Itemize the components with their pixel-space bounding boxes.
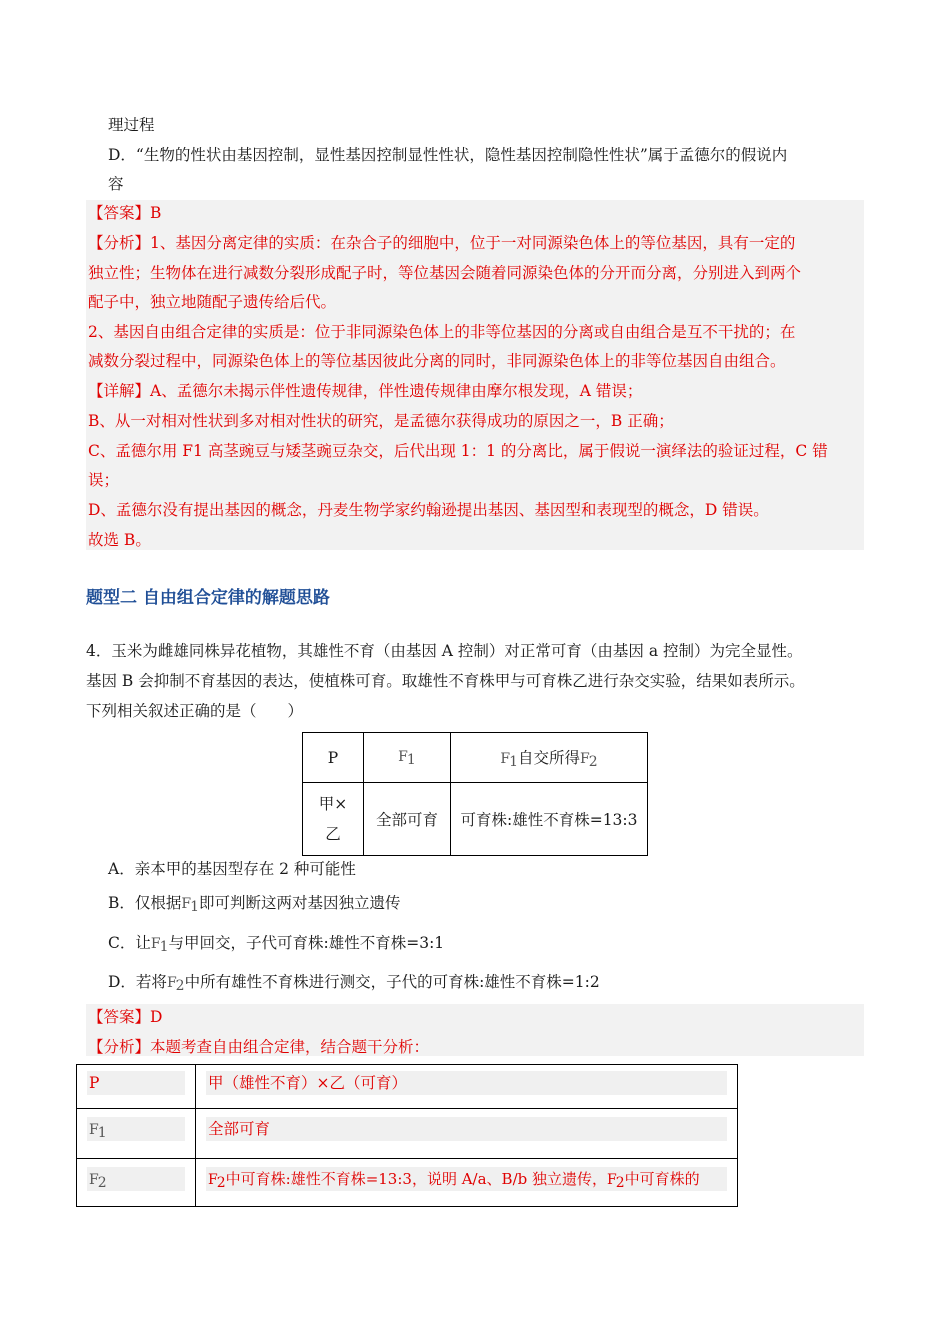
q3-analysis-1a: 【分析】1、基因分离定律的实质：在杂合子的细胞中，位于一对同源染色体上的等位基因，具有一定的 <box>88 234 796 252</box>
q3-detail-c1: C、孟德尔用 F1 高茎豌豆与矮茎豌豆杂交，后代出现 1：1 的分离比，属于假说一演绎法的验证过程，C 错 <box>88 442 828 460</box>
analysis-row-p-label: P <box>77 1065 196 1109</box>
q3-detail-a: 【详解】A、孟德尔未揭示伴性遗传规律，伴性遗传规律由摩尔根发现，A 错误； <box>88 382 643 400</box>
q3-analysis-2b: 减数分裂过程中，同源染色体上的等位基因彼此分离的同时，非同源染色体上的非等位基因自由组合。 <box>88 352 786 370</box>
q3-detail-d: D、孟德尔没有提出基因的概念，丹麦生物学家约翰逊提出基因、基因型和表现型的概念，D 错误。 <box>88 501 769 519</box>
q4-table-cell-p: 甲× 乙 <box>303 783 364 856</box>
q3-analysis-1b: 独立性；生物体在进行减数分裂形成配子时，等位基因会随着同源染色体的分开而分离，分别进入到两个 <box>88 264 802 282</box>
q4-analysis: 【分析】本题考查自由组合定律，结合题干分析： <box>88 1038 430 1056</box>
q4-table-header-f1: F1 <box>364 733 451 783</box>
analysis-row-p-value: 甲（雄性不育）×乙（可育） <box>196 1065 738 1109</box>
q4-stem-line3: 下列相关叙述正确的是（ ） <box>86 702 304 720</box>
q4-option-c: C．让F1与甲回交，子代可育株:雄性不育株=3:1 <box>108 934 445 955</box>
analysis-row-f2-label: F2 <box>77 1159 196 1207</box>
q4-analysis-table <box>76 1064 738 1207</box>
analysis-row-f1-value: 全部可育 <box>196 1109 738 1159</box>
q4-answer: 【答案】D <box>88 1008 163 1026</box>
section-title: 题型二 自由组合定律的解题思路 <box>86 588 330 608</box>
q4-table-cell-f1: 全部可育 <box>364 783 451 856</box>
q3-option-c-continuation: 理过程 <box>108 116 155 134</box>
q3-choose: 故选 B。 <box>88 531 151 549</box>
q4-option-a: A．亲本甲的基因型存在 2 种可能性 <box>108 860 356 878</box>
q3-answer: 【答案】B <box>88 204 162 222</box>
q3-detail-b: B、从一对相对性状到多对相对性状的研究，是孟德尔获得成功的原因之一，B 正确； <box>88 412 674 430</box>
q3-detail-c2: 误； <box>88 471 120 489</box>
analysis-row-f1-label: F1 <box>77 1109 196 1159</box>
q4-table-header-f2: F1自交所得F2 <box>451 733 648 783</box>
q4-results-table <box>302 732 648 856</box>
q3-analysis-1c: 配子中，独立地随配子遗传给后代。 <box>88 293 337 311</box>
q3-option-d-line2: 容 <box>108 175 124 193</box>
q4-table-cell-f2: 可育株:雄性不育株=13:3 <box>451 783 648 856</box>
analysis-row-f2-value: F2中可育株:雄性不育株=13:3，说明 A/a、B/b 独立遗传，F2中可育株的 <box>196 1159 738 1207</box>
q4-option-b: B．仅根据F1即可判断这两对基因独立遗传 <box>108 894 401 915</box>
q3-analysis-2a: 2、基因自由组合定律的实质是：位于非同源染色体上的非等位基因的分离或自由组合是互不干扰的；在 <box>88 323 796 341</box>
q4-option-d: D．若将F2中所有雄性不育株进行测交，子代的可育株:雄性不育株=1:2 <box>108 973 600 994</box>
q4-table-header-p: P <box>303 733 364 783</box>
q4-stem-line2: 基因 B 会抑制不育基因的表达，使植株可育。取雄性不育株甲与可育株乙进行杂交实验，结果如表所示。 <box>86 672 805 690</box>
q4-stem-line1: 4．玉米为雌雄同株异花植物，其雄性不育（由基因 A 控制）对正常可育（由基因 a 控制）为完全显性。 <box>86 642 803 660</box>
q3-option-d-line1: D．“生物的性状由基因控制，显性基因控制显性性状，隐性基因控制隐性性状”属于孟德尔的假说内 <box>108 146 788 164</box>
